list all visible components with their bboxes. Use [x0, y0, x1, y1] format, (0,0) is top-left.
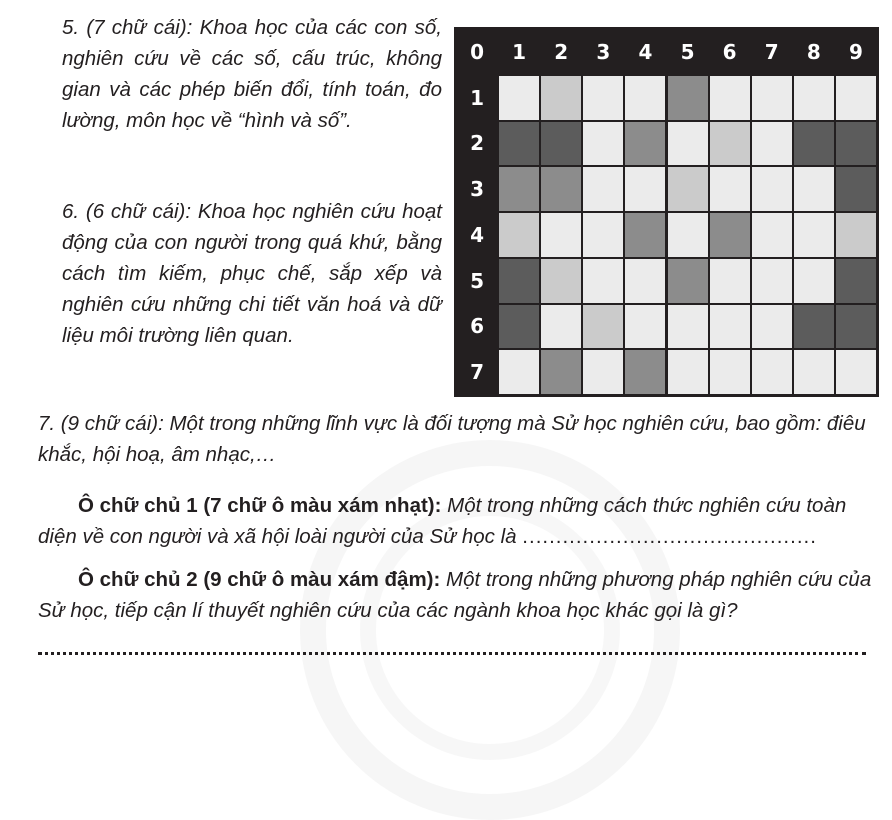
- keyword-2-text: Một trong những phương pháp nghiên cứu của Sử học, tiếp cận lí thuyết nghiên cứu của các ngành khoa học khác gọi là gì?: [38, 568, 872, 622]
- grid-cell-r5-c4: [625, 259, 665, 303]
- grid-cell-r1-c2: [541, 76, 581, 120]
- crossword-grid: [454, 27, 879, 397]
- grid-cell-r7-c2: [541, 350, 581, 394]
- grid-row-header-6: 6: [457, 305, 497, 349]
- grid-cell-r2-c5: [668, 122, 708, 166]
- grid-cell-r6-c2: [541, 305, 581, 349]
- grid-col-header-4: 4: [625, 30, 665, 74]
- grid-cell-r4-c6: [710, 213, 750, 257]
- grid-cell-r4-c7: [752, 213, 792, 257]
- grid-cell-r2-c2: [541, 122, 581, 166]
- keyword-2-answer-line[interactable]: [38, 646, 866, 655]
- grid-cell-r7-c3: [583, 350, 623, 394]
- grid-cell-r2-c9: [836, 122, 876, 166]
- question-6: 6. (6 chữ cái): Khoa học nghiên cứu hoạt động của con người trong quá khứ, bằng cách tìm kiếm, phục chế, sắp xếp và nghiên cứu những chi tiết văn hoá và dữ liệu môi trường liên quan.: [62, 200, 442, 347]
- grid-cell-r3-c3: [583, 167, 623, 211]
- keyword-2-label: Ô chữ chủ 2 (9 chữ ô màu xám đậm):: [78, 568, 441, 591]
- grid-row-header-1: 1: [457, 76, 497, 120]
- grid-cell-r3-c1: [499, 167, 539, 211]
- grid-cell-r7-c9: [836, 350, 876, 394]
- grid-cell-r2-c3: [583, 122, 623, 166]
- grid-cell-r5-c5: [668, 259, 708, 303]
- grid-cell-r6-c9: [836, 305, 876, 349]
- grid-cell-r2-c1: [499, 122, 539, 166]
- grid-cell-r4-c8: [794, 213, 834, 257]
- grid-cell-r3-c8: [794, 167, 834, 211]
- grid-col-header-0: 0: [457, 30, 497, 74]
- grid-cell-r6-c1: [499, 305, 539, 349]
- grid-cell-r3-c4: [625, 167, 665, 211]
- keyword-1-paragraph: [38, 490, 878, 552]
- grid-cell-r5-c9: [836, 259, 876, 303]
- grid-cell-r4-c9: [836, 213, 876, 257]
- grid-cell-r2-c7: [752, 122, 792, 166]
- grid-col-header-6: 6: [710, 30, 750, 74]
- grid-cell-r5-c1: [499, 259, 539, 303]
- grid-cell-r3-c9: [836, 167, 876, 211]
- grid-cell-r2-c6: [710, 122, 750, 166]
- grid-cell-r6-c3: [583, 305, 623, 349]
- keyword-1-answer-blank[interactable]: ............................................: [522, 525, 817, 548]
- question-5: 5. (7 chữ cái): Khoa học của các con số, nghiên cứu về các số, cấu trúc, không gian và các phép biến đổi, tính toán, đo lường, môn học về “hình và số”.: [62, 16, 442, 132]
- grid-cell-r1-c7: [752, 76, 792, 120]
- grid-cell-r6-c4: [625, 305, 665, 349]
- grid-cell-r1-c6: [710, 76, 750, 120]
- grid-cell-r1-c5: [668, 76, 708, 120]
- grid-col-header-5: 5: [668, 30, 708, 74]
- keyword-1-label: Ô chữ chủ 1 (7 chữ ô màu xám nhạt):: [78, 494, 442, 517]
- grid-cell-r5-c7: [752, 259, 792, 303]
- grid-cell-r6-c6: [710, 305, 750, 349]
- grid-cell-r3-c2: [541, 167, 581, 211]
- grid-cell-r5-c2: [541, 259, 581, 303]
- grid-cell-r5-c8: [794, 259, 834, 303]
- grid-cell-r7-c5: [668, 350, 708, 394]
- grid-col-header-2: 2: [541, 30, 581, 74]
- grid-cell-r7-c6: [710, 350, 750, 394]
- question-7: 7. (9 chữ cái): Một trong những lĩnh vực là đối tượng mà Sử học nghiên cứu, bao gồm: điêu khắc, hội hoạ, âm nhạc,…: [38, 412, 866, 466]
- grid-cell-r2-c8: [794, 122, 834, 166]
- grid-col-header-3: 3: [583, 30, 623, 74]
- grid-cell-r6-c8: [794, 305, 834, 349]
- grid-cell-r4-c1: [499, 213, 539, 257]
- keyword-2-paragraph: [38, 564, 878, 626]
- grid-cell-r1-c8: [794, 76, 834, 120]
- grid-cell-r6-c5: [668, 305, 708, 349]
- grid-cell-r4-c3: [583, 213, 623, 257]
- grid-cell-r1-c9: [836, 76, 876, 120]
- grid-cell-r7-c8: [794, 350, 834, 394]
- grid-row-header-2: 2: [457, 122, 497, 166]
- grid-cell-r3-c7: [752, 167, 792, 211]
- grid-cell-r4-c2: [541, 213, 581, 257]
- grid-cell-r4-c4: [625, 213, 665, 257]
- grid-col-header-7: 7: [752, 30, 792, 74]
- grid-row-header-3: 3: [457, 167, 497, 211]
- grid-cell-r5-c6: [710, 259, 750, 303]
- grid-row-header-7: 7: [457, 350, 497, 394]
- grid-cell-r1-c1: [499, 76, 539, 120]
- keyword-1-text: Một trong những cách thức nghiên cứu toàn diện về con người và xã hội loài người của Sử học là: [38, 494, 847, 548]
- grid-cell-r3-c5: [668, 167, 708, 211]
- grid-col-header-9: 9: [836, 30, 876, 74]
- grid-cell-r5-c3: [583, 259, 623, 303]
- grid-col-header-8: 8: [794, 30, 834, 74]
- grid-row-header-5: 5: [457, 259, 497, 303]
- grid-cell-r6-c7: [752, 305, 792, 349]
- grid-cell-r7-c4: [625, 350, 665, 394]
- grid-cell-r2-c4: [625, 122, 665, 166]
- grid-cell-r1-c3: [583, 76, 623, 120]
- grid-cell-r7-c7: [752, 350, 792, 394]
- grid-col-header-1: 1: [499, 30, 539, 74]
- grid-row-header-4: 4: [457, 213, 497, 257]
- grid-cell-r3-c6: [710, 167, 750, 211]
- grid-cell-r7-c1: [499, 350, 539, 394]
- grid-cell-r4-c5: [668, 213, 708, 257]
- grid-cell-r1-c4: [625, 76, 665, 120]
